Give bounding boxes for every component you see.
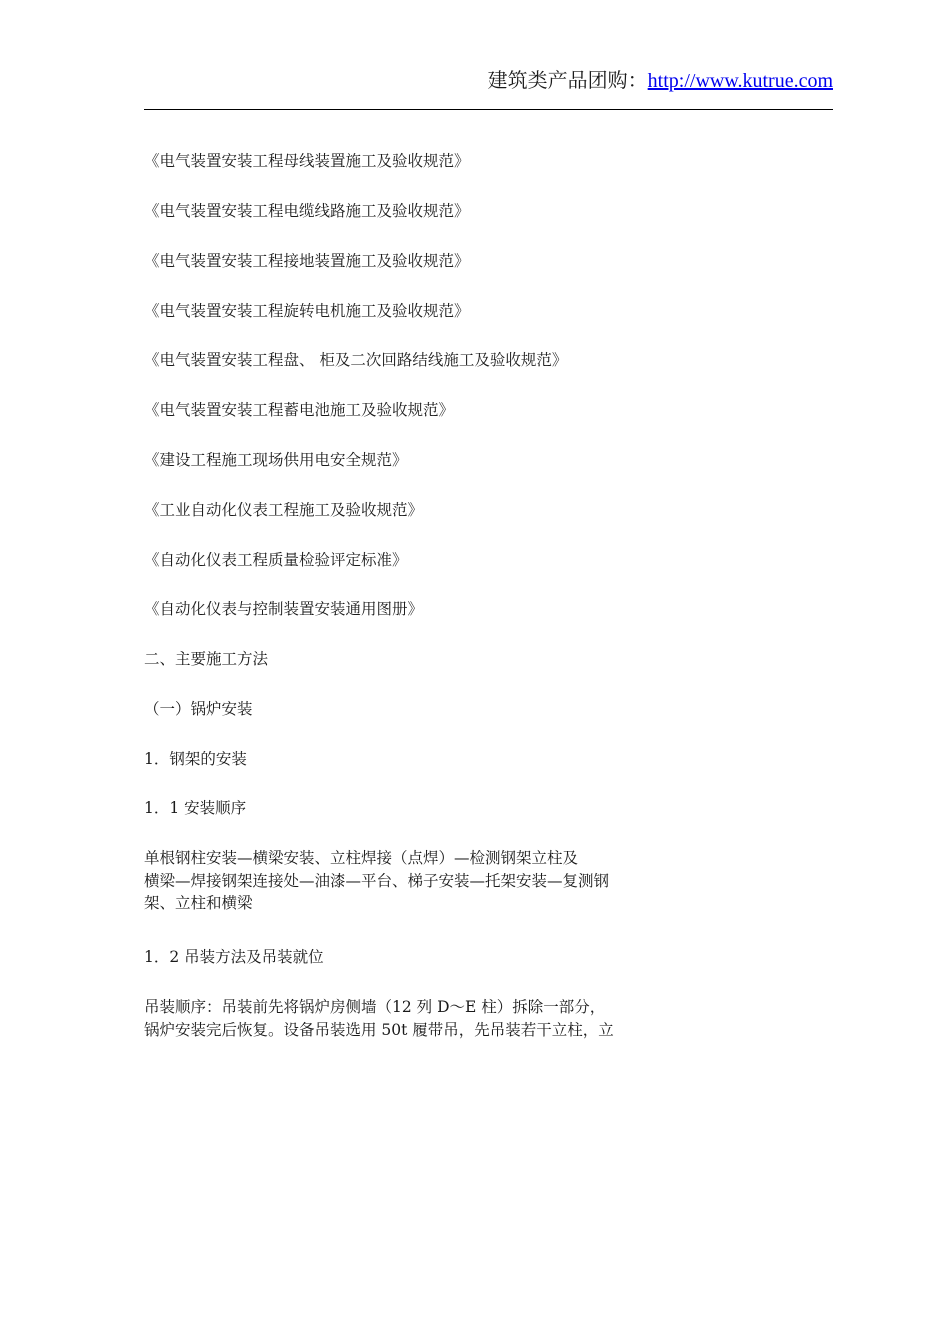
standard-item: 《建设工程施工现场供用电安全规范》: [144, 451, 408, 469]
subsection-heading: 1．钢架的安装: [144, 750, 247, 768]
standard-item: 《工业自动化仪表工程施工及验收规范》: [144, 501, 424, 519]
standard-item: 《电气装置安装工程母线装置施工及验收规范》: [144, 152, 470, 170]
standard-item: 《自动化仪表工程质量检验评定标准》: [144, 551, 408, 569]
header-prefix: 建筑类产品团购：: [487, 68, 648, 92]
standard-item: 《电气装置安装工程盘、 柜及二次回路结线施工及验收规范》: [144, 351, 568, 369]
section-heading: 二、主要施工方法: [144, 650, 269, 668]
header-rule: [144, 109, 833, 110]
standard-item: 《电气装置安装工程蓄电池施工及验收规范》: [144, 401, 455, 419]
paragraph-line: 横梁—焊接钢架连接处—油漆—平台、梯子安装—托架安装—复测钢: [144, 871, 610, 890]
standard-item: 《自动化仪表与控制装置安装通用图册》: [144, 600, 424, 618]
paragraph-line: 单根钢柱安装—横梁安装、立柱焊接（点焊）—检测钢架立柱及: [144, 849, 579, 867]
standard-item: 《电气装置安装工程接地装置施工及验收规范》: [144, 252, 470, 270]
subsection-heading: 1．1 安装顺序: [144, 799, 247, 817]
paragraph-install-sequence: [144, 847, 664, 915]
subsection-heading: 1．2 吊装方法及吊装就位: [144, 948, 324, 966]
page-header: [488, 66, 833, 95]
standard-item: 《电气装置安装工程电缆线路施工及验收规范》: [144, 202, 470, 220]
paragraph-line: 锅炉安装完后恢复。设备吊装选用 50t 履带吊，先吊装若干立柱，立: [144, 1020, 614, 1039]
standard-item: 《电气装置安装工程旋转电机施工及验收规范》: [144, 302, 470, 320]
subsection-heading: （一）锅炉安装: [144, 700, 253, 718]
paragraph-line: 吊装顺序：吊装前先将锅炉房侧墙（12 列 D～E 柱）拆除一部分，: [144, 998, 606, 1016]
header-link[interactable]: http://www.kutrue.com: [647, 70, 833, 92]
paragraph-lifting-sequence: [144, 996, 664, 1041]
paragraph-line: 架、立柱和横梁: [144, 894, 253, 912]
